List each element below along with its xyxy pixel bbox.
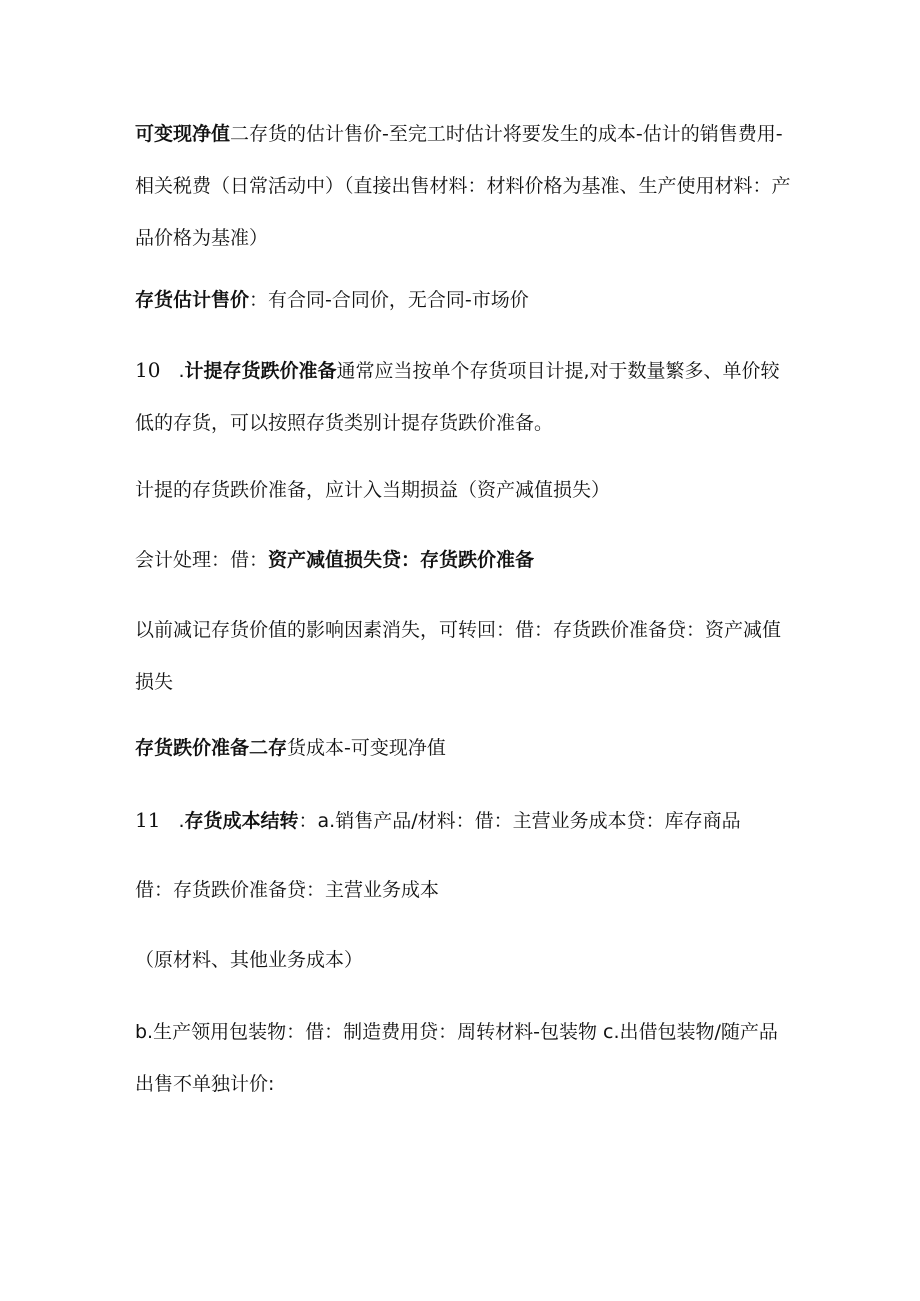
paragraph-impairment-provision: [135, 344, 795, 449]
term-impairment-provision: 计提存货跌价准备: [184, 360, 337, 382]
text-cost-carryover: ：a.销售产品/材料：借：主营业务成本贷：库存商品: [298, 810, 741, 832]
term-net-realizable-value: 可变现净值: [135, 123, 231, 145]
paragraph-debit-provision: [135, 864, 795, 916]
paragraph-raw-materials-note: [135, 934, 795, 986]
item-dot: .: [178, 360, 185, 382]
paragraph-provision-to-profit-loss: [135, 464, 795, 516]
text-impairment-provision: 通常应当按单个存货项目计提,对于数量繁多、单价较低的存货，可以按照存货类别计提存货跌价准备。: [135, 360, 780, 434]
text-accounting-entry: 会计处理：借：: [135, 549, 269, 571]
paragraph-accounting-entry: [135, 534, 795, 586]
item-dot: .: [178, 810, 185, 832]
paragraph-net-realizable-value: [135, 108, 795, 264]
text-reversal: 以前减记存货价值的影响因素消失，可转回：借：存货跌价准备贷：资产减值损失: [135, 619, 782, 693]
entry-impairment-loss: 资产减值损失贷：存货跌价准备: [268, 549, 535, 571]
definition-estimated-selling-price: ：有合同-合同价，无合同-市场价: [249, 289, 529, 311]
term-cost-carryover: 存货成本结转: [184, 810, 299, 832]
text-packaging: b.生产领用包装物：借：制造费用贷：周转材料-包装物 c.出借包装物/随产品出售不单独计价:: [135, 1021, 778, 1095]
item-number-10: 10: [135, 358, 161, 382]
paragraph-estimated-selling-price: [135, 274, 795, 326]
item-number-11: 11: [135, 808, 161, 832]
paragraph-cost-carryover: [135, 794, 795, 847]
text-provision-to-profit-loss: 计提的存货跌价准备，应计入当期损益（资产减值损失）: [135, 479, 611, 501]
text-debit-provision: 借：存货跌价准备贷：主营业务成本: [135, 879, 440, 901]
text-provision-formula: 货成本-可变现净值: [287, 737, 446, 759]
term-provision-formula: 存货跌价准备二存: [135, 737, 288, 759]
text-raw-materials-note: （原材料、其他业务成本）: [135, 949, 364, 971]
term-estimated-selling-price: 存货估计售价: [135, 289, 250, 311]
paragraph-reversal: [135, 604, 795, 708]
definition-net-realizable-value: 二存货的估计售价-至完工时估计将要发生的成本-估计的销售费用-相关税费（日常活动中）（直接出售材料：材料价格为基准、生产使用材料：产品价格为基准）: [135, 123, 791, 249]
paragraph-packaging: [135, 1006, 795, 1110]
paragraph-provision-formula: [135, 722, 795, 774]
